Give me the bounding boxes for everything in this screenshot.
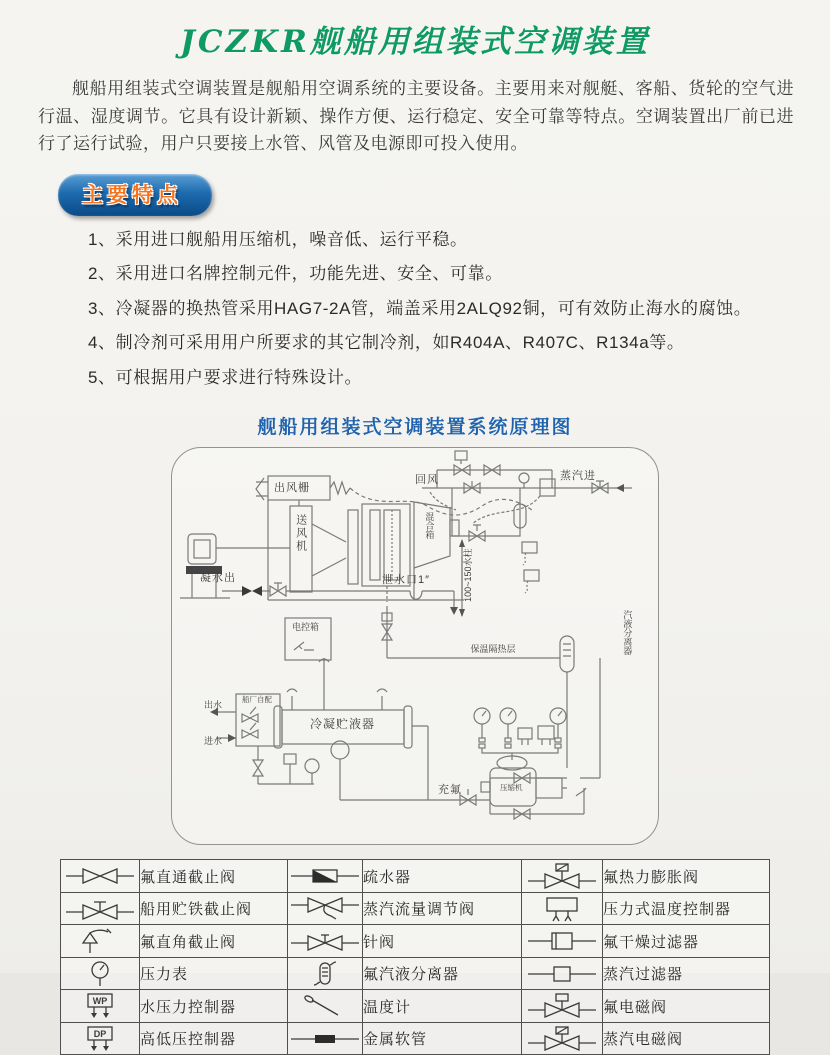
feature-item: 5、可根据用户要求进行特殊设计。 — [88, 367, 363, 387]
legend-label: 高低压控制器 — [140, 1022, 288, 1055]
feature-item: 4、制冷剂可采用用户所要求的其它制冷剂，如R404A、R407C、R134a等。 — [88, 333, 685, 353]
separator-label: 汽液分离器 — [622, 610, 633, 656]
steam-solenoid-valve-icon — [522, 1022, 603, 1055]
legend-label: 氟直通截止阀 — [140, 860, 288, 893]
fluorine-solenoid-valve-icon — [522, 990, 603, 1023]
legend-label: 船用贮铁截止阀 — [140, 892, 288, 925]
electric-control-box-label: 电控箱 — [292, 622, 320, 633]
pressure-temperature-controller-icon — [522, 892, 603, 925]
legend-label: 针阀 — [363, 925, 522, 958]
metal-hose-icon — [288, 1022, 363, 1055]
legend-label: 蒸汽流量调节阀 — [363, 892, 522, 925]
page-title: JCZKR舰船用组装式空调装置 — [180, 24, 650, 60]
return-air-label: 回风 — [415, 474, 439, 487]
legend-label: 温度计 — [363, 990, 522, 1023]
legend-label: 氟干燥过滤器 — [603, 925, 770, 958]
insulation-label: 保温隔热层 — [470, 644, 516, 655]
table-row — [61, 990, 770, 1023]
thermometer-icon — [288, 990, 363, 1023]
feature-list — [88, 226, 830, 393]
drier-filter-icon — [522, 925, 603, 958]
legend-label: 疏水器 — [363, 860, 522, 893]
supply-fan-label: 送风机 — [294, 514, 307, 554]
angle-stop-valve-icon — [61, 925, 140, 958]
receiver-label: 冷凝贮液器 — [310, 717, 376, 732]
water-column-label: 100~150水柱 — [462, 548, 473, 603]
dp-text: DP — [93, 1028, 107, 1039]
condensate-out-label: 凝水出 — [200, 572, 236, 585]
table-row — [61, 892, 770, 925]
high-low-pressure-controller-icon — [61, 1022, 140, 1055]
steam-trap-icon — [288, 860, 363, 893]
feature-item: 3、冷凝器的换热管采用HAG7-2A管，端盖采用2ALQ92铜，可有效防止海水的腐蚀。 — [88, 298, 752, 318]
vapor-liquid-separator-icon — [288, 957, 363, 990]
table-row — [61, 925, 770, 958]
steam-in-label: 蒸汽进 — [560, 470, 596, 483]
system-schematic — [171, 447, 659, 845]
table-row — [61, 860, 770, 893]
marine-cast-iron-stop-valve-icon — [61, 892, 140, 925]
water-in-label: 进水 — [204, 736, 223, 747]
legend-label: 蒸汽电磁阀 — [603, 1022, 770, 1055]
pressure-gauge-icon — [61, 957, 140, 990]
compressor-label: 压缩机 — [500, 783, 523, 793]
evaporator-coil — [348, 510, 358, 584]
water-out-label: 出水 — [204, 700, 223, 711]
legend-label: 水压力控制器 — [140, 990, 288, 1023]
needle-valve-icon — [288, 925, 363, 958]
table-row — [61, 957, 770, 990]
intro-paragraph: 舰船用组装式空调装置是舰船用空调系统的主要设备。主要用来对舰艇、客船、货轮的空气进行温、湿度调节。它具有设计新颖、操作方便、运行稳定、安全可靠等特点。空调装置出厂前已进行了运行试验，用户只要接上水管、风管及电源即可投入使用。 — [38, 79, 794, 154]
charge-label: 充氟 — [438, 784, 462, 797]
legend-label: 氟汽液分离器 — [363, 957, 522, 990]
legend-label: 氟热力膨胀阀 — [603, 860, 770, 893]
shipyard-label: 船厂自配 — [242, 695, 272, 705]
legend-table — [60, 859, 770, 1055]
feature-item: 1、采用进口舰船用压缩机，噪音低、运行平稳。 — [88, 229, 468, 249]
feature-item: 2、采用进口名牌控制元件，功能先进、安全、可靠。 — [88, 264, 503, 284]
wp-text: WP — [92, 996, 108, 1007]
motor — [188, 534, 216, 564]
features-badge-label: 主要特点 — [82, 183, 182, 207]
legend-label: 压力表 — [140, 957, 288, 990]
steam-filter-icon — [522, 957, 603, 990]
legend-label: 氟电磁阀 — [603, 990, 770, 1023]
legend-label: 氟直角截止阀 — [140, 925, 288, 958]
legend-label: 蒸汽过滤器 — [603, 957, 770, 990]
schematic-drawing — [172, 448, 658, 844]
steam-flow-regulating-valve-icon — [288, 892, 363, 925]
water-pressure-controller-icon — [61, 990, 140, 1023]
table-row — [61, 1022, 770, 1055]
mixing-box-label: 混合箱 — [424, 512, 435, 540]
straight-stop-valve-icon — [61, 860, 140, 893]
legend-label: 金属软管 — [363, 1022, 522, 1055]
legend-label: 压力式温度控制器 — [603, 892, 770, 925]
air-outlet-grille-label: 出风栅 — [274, 482, 310, 495]
diagram-title: 舰船用组装式空调装置系统原理图 — [257, 417, 573, 439]
thermal-expansion-valve-icon — [522, 860, 603, 893]
features-badge — [58, 174, 212, 216]
drain-port-label: 泄水口1″ — [382, 574, 431, 587]
vapor-liquid-separator-shape — [560, 636, 574, 672]
